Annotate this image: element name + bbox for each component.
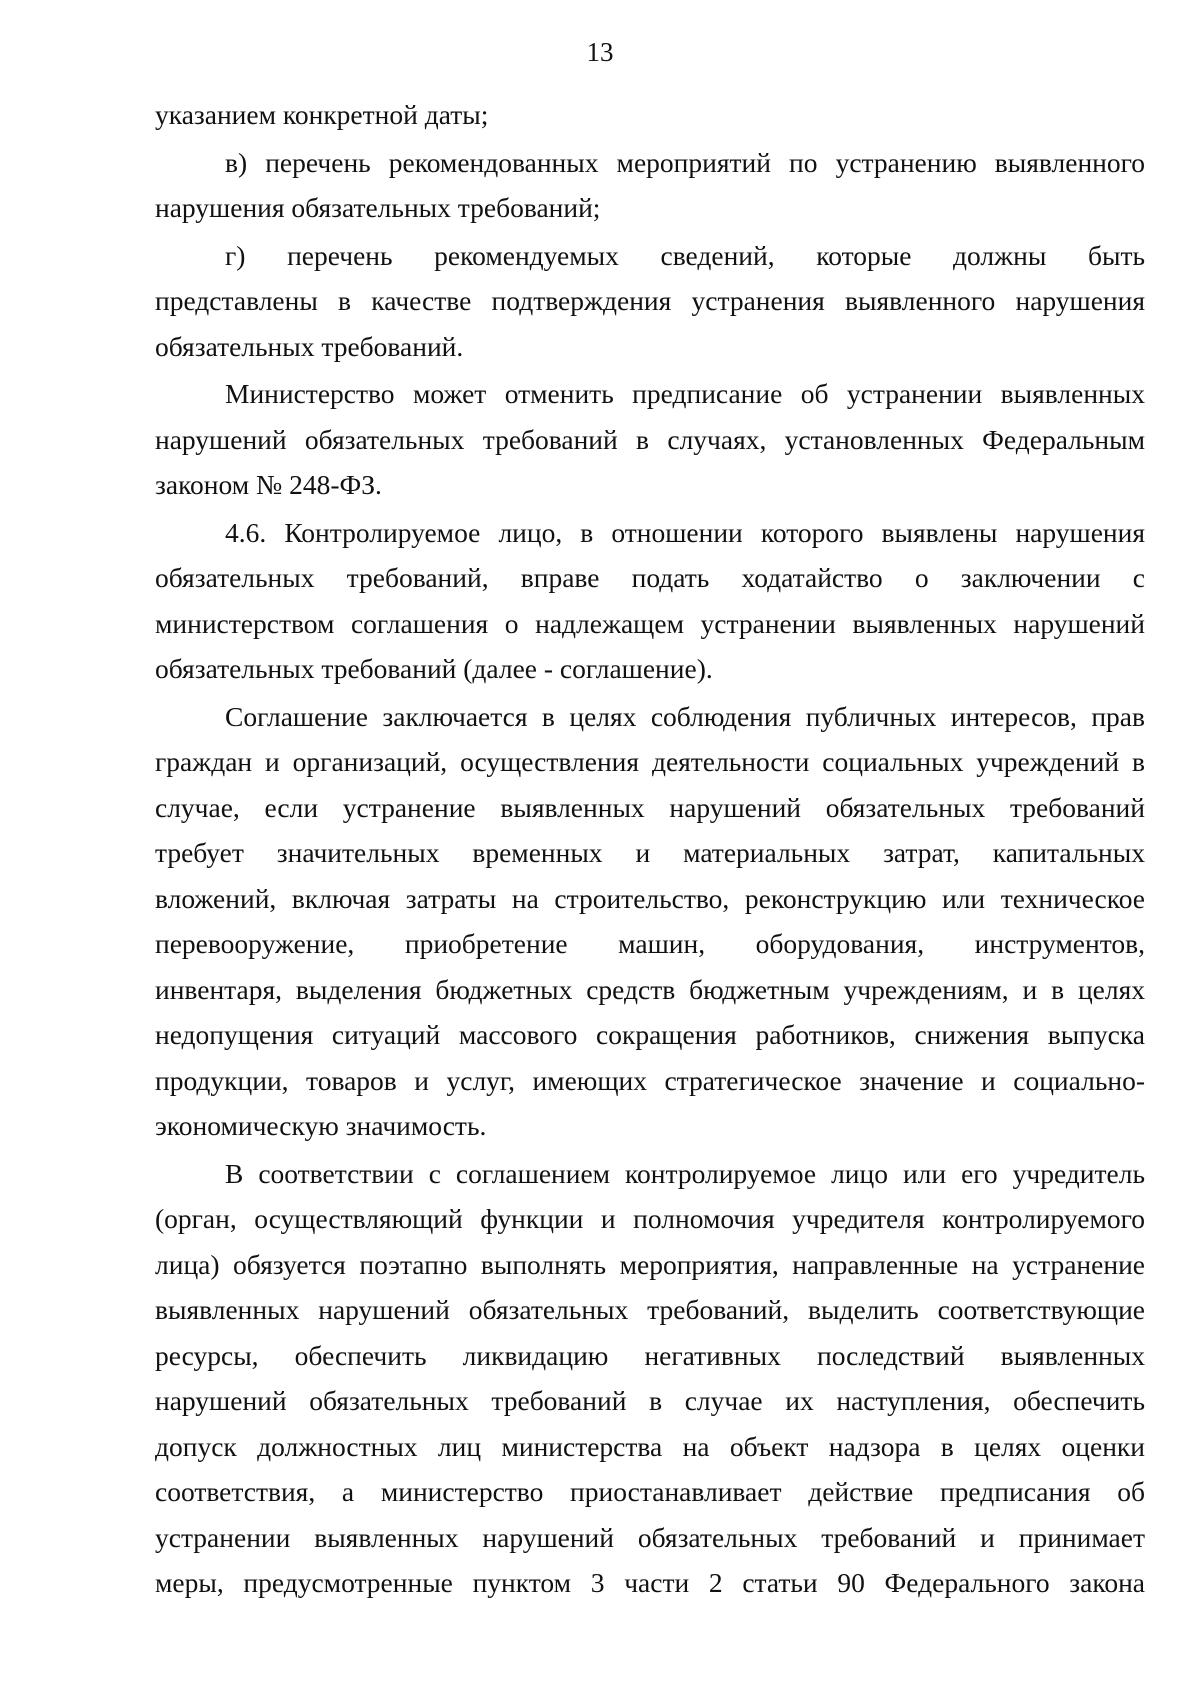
paragraph-ministry-cancel <box>155 371 1145 508</box>
text-line: Министерство может отменить предписание об устранении выявленных <box>225 378 1145 409</box>
text-line: обязательных требований. <box>155 330 464 362</box>
text-line: ресурсы, обеспечить ликвидацию негативных последствий выявленных <box>155 1339 1145 1371</box>
paragraph-item-v <box>155 140 1145 231</box>
paragraph-date-clause <box>155 92 1145 138</box>
paragraph-agreement-obligations <box>155 1151 1145 1606</box>
text-line: нарушений обязательных требований в случае их наступления, обеспечить <box>155 1385 1145 1416</box>
document-body <box>155 92 1145 1606</box>
text-line: законом № 248-ФЗ. <box>155 469 382 500</box>
text-line: (орган, осуществляющий функции и полномочия учредителя контролируемого <box>155 1203 1145 1234</box>
text-line: нарушения обязательных требований; <box>155 192 601 223</box>
text-line: 4.6. Контролируемое лицо, в отношении которого выявлены нарушения <box>225 516 1145 548</box>
text-line: выявленных нарушений обязательных требований, выделить соответствующие <box>155 1294 1145 1325</box>
text-line: В соответствии с соглашением контролируемое лицо или его учредитель <box>225 1157 1145 1189</box>
text-line: Соглашение заключается в целях соблюдения публичных интересов, прав <box>225 700 1145 732</box>
paragraph-4-6 <box>155 510 1145 692</box>
text-line: меры, предусмотренные пунктом 3 части 2 статьи 90 Федерального закона <box>155 1567 1145 1598</box>
paragraph-item-g <box>155 233 1145 370</box>
text-line: требует значительных временных и материальных затрат, капитальных <box>155 837 1145 868</box>
text-line: г) перечень рекомендуемых сведений, которые должны быть <box>225 239 1145 271</box>
text-line: вложений, включая затраты на строительство, реконструкцию или техническое <box>155 882 1145 914</box>
text-line: в) перечень рекомендованных мероприятий по устранению выявленного <box>225 146 1145 178</box>
text-line: случае, если устранение выявленных нарушений обязательных требований <box>155 791 1145 823</box>
text-line: перевооружение, приобретение машин, оборудования, инструментов, <box>155 928 1145 959</box>
text-line: соответствия, а министерство приостанавливает действие предписания об <box>155 1476 1145 1507</box>
text-line: допуск должностных лиц министерства на объект надзора в целях оценки <box>155 1430 1145 1462</box>
text-line: экономическую значимость. <box>155 1110 487 1141</box>
text-line: указанием конкретной даты; <box>155 99 489 130</box>
text-line: министерством соглашения о надлежащем устранении выявленных нарушений <box>155 607 1145 639</box>
text-line: обязательных требований, вправе подать ходатайство о заключении с <box>155 562 1145 593</box>
text-line: обязательных требований (далее - соглашение). <box>155 653 713 684</box>
text-line: недопущения ситуаций массового сокращения работников, снижения выпуска <box>155 1019 1145 1050</box>
page-number: 13 <box>586 37 614 67</box>
text-line: граждан и организаций, осуществления деятельности социальных учреждений в <box>155 746 1145 777</box>
text-line: устранении выявленных нарушений обязательных требований и принимает <box>155 1521 1145 1553</box>
text-line: инвентаря, выделения бюджетных средств бюджетным учреждениям, и в целях <box>155 973 1145 1005</box>
paragraph-agreement-purpose <box>155 694 1145 1149</box>
text-line: продукции, товаров и услуг, имеющих стратегическое значение и социально- <box>155 1064 1145 1096</box>
text-line: лица) обязуется поэтапно выполнять мероприятия, направленные на устранение <box>155 1248 1145 1280</box>
text-line: нарушений обязательных требований в случаях, установленных Федеральным <box>155 423 1145 455</box>
text-line: представлены в качестве подтверждения устранения выявленного нарушения <box>155 285 1145 316</box>
